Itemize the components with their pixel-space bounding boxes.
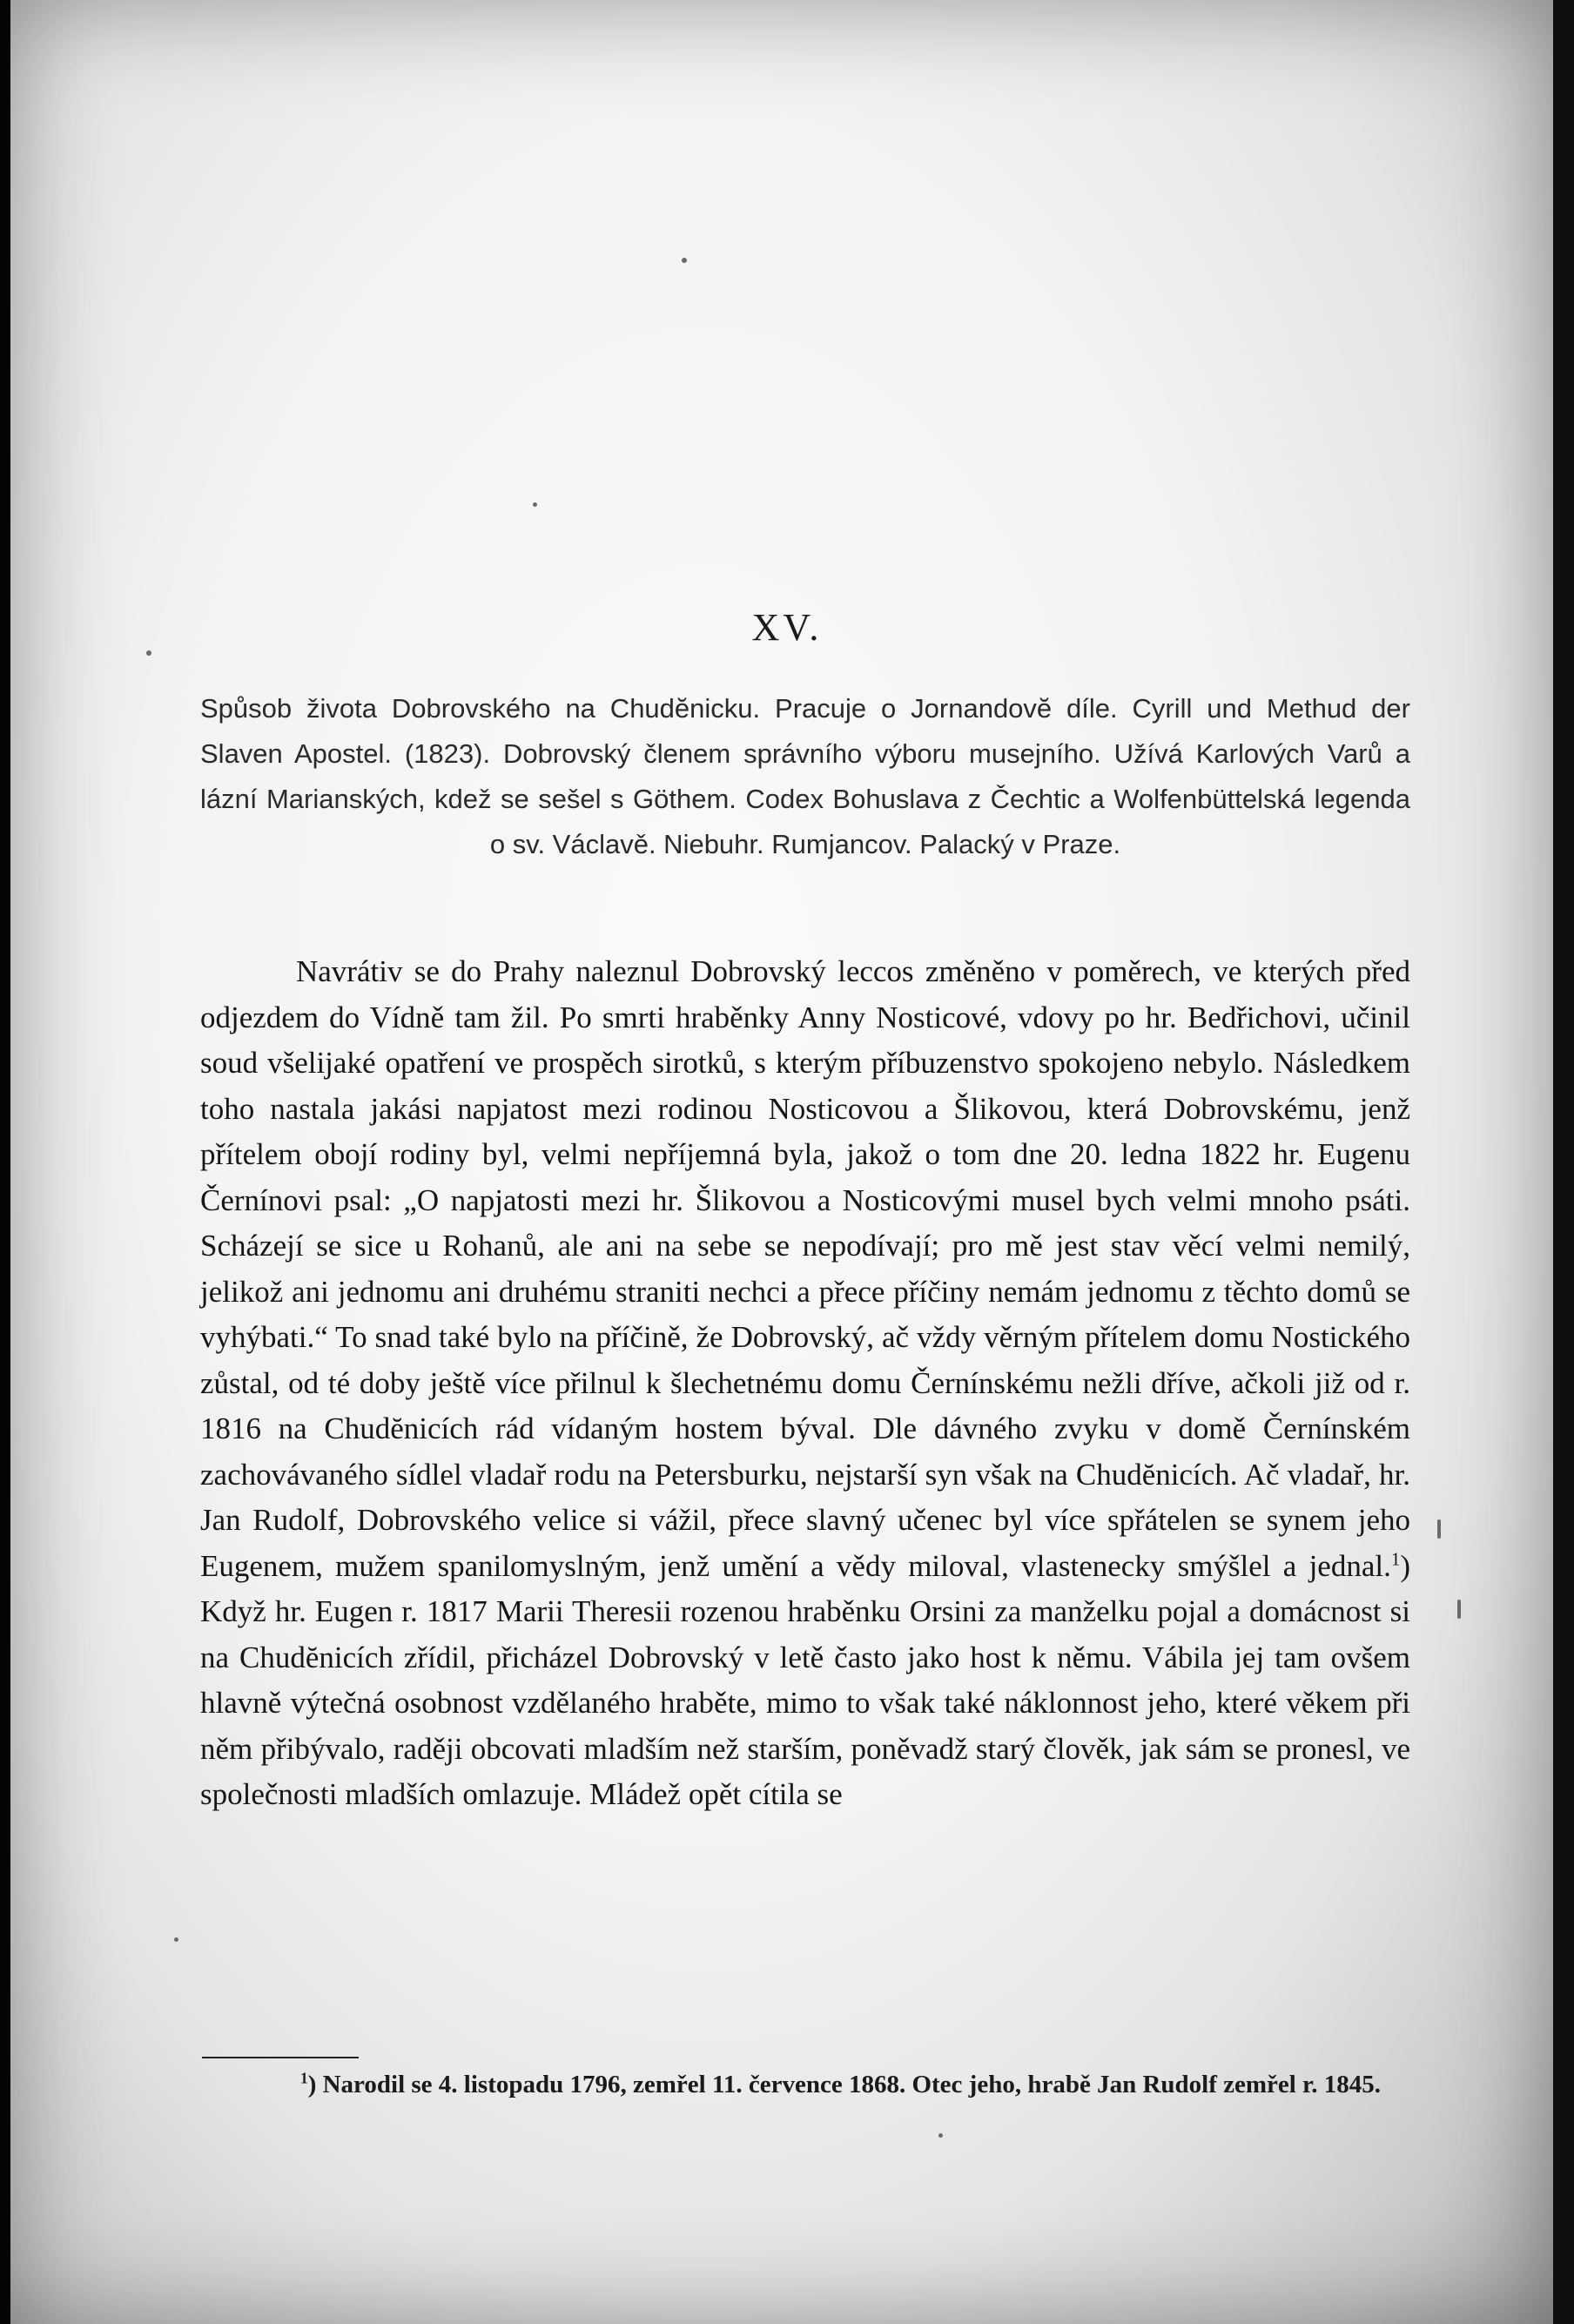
- footnote-text: ) Narodil se 4. listopadu 1796, zemřel 11. července 1868. Otec jeho, hrabě Jan Rudolf zemřel r. 1845.: [307, 2071, 1382, 2098]
- body-text-part-2: ) Když hr. Eugen r. 1817 Marii Theresii rozenou hraběnku Orsini za manželku pojal a domácnost si na Chudĕnicích zřídil, přicházel Dobrovský v letě často jako host k němu. Vábila jej tam ovšem hlavně výtečná osobnost vzdělaného hraběte, mimo to však také náklonnost jeho, které věkem při něm přibývalo, raději obcovati mladším než starším, poněvadž starý člověk, jak sám se pronesl, ve společnosti mladších omlazuje. Mládež opět cítila se: [200, 1548, 1410, 1811]
- chapter-number: XV.: [751, 606, 823, 649]
- footnote-reference: 1: [1390, 1547, 1401, 1569]
- body-text-part-1: Navrátiv se do Prahy naleznul Dobrovský leccos změněno v poměrech, ve kterých před odjezdem do Vídně tam žil. Po smrti hraběnky Anny Nosticové, vdovy po hr. Bedřichovi, učinil soud všelijaké opatření ve prospěch sirotků, s kterým příbuzenstvo spokojeno nebylo. Následkem toho nastala jakási napjatost mezi rodinou Nosticovou a Šlikovou, která Dobrovskému, jenž přítelem obojí rodiny byl, velmi nepříjemná byla, jakož o tom dne 20. ledna 1822 hr. Eugenu Černínovi psal: „O napjatosti mezi hr. Šlikovou a Nosticovými musel bych velmi mnoho psáti. Scházejí se sice u Rohanů, ale ani na sebe se nepodívají; pro mě jest stav věcí velmi nemilý, jelikož ani jednomu ani druhému straniti nechci a přece příčiny nemám jednomu z těchto domů se vyhýbati.“ To snad také bylo na příčině, že Dobrovský, ač vždy věrným přítelem domu Nostického zůstal, od té doby ještě více přilnul k šlechetnému domu Černínskému nežli dříve, ačkoli již od r. 1816 na Chudĕnicích rád vídaným hostem býval. Dle dávného zvyku v domě Černínském zachovávaného sídlel vladař rodu na Petersburku, nejstarší syn však na Chudĕnicích. Ač vladař, hr. Jan Rudolf, Dobrovského velice si vážil, přece slavný učenec byl více spřátelen se synem jeho Eugenem, mužem spanilomyslným, jenž umění a vědy miloval, vlastenecky smýšlel a jednal.: [200, 954, 1410, 1583]
- body-paragraph: [200, 949, 1410, 1818]
- footnote: [200, 2065, 1410, 2104]
- footnote-marker: 1: [300, 2069, 308, 2087]
- footnote-divider: [202, 2057, 359, 2058]
- chapter-synopsis: Spůsob života Dobrovského na Chudĕnicku. Pracuje o Jornandovĕ díle. Cyrill und Methud der Slaven Apostel. (1823). Dobrovský členem správního výboru musejního. Užívá Karlových Varů a lázní Marianských, kdež se sešel s Göthem. Codex Bohuslava z Čechtic a Wolfenbüttelská legenda o sv. Václavě. Niebuhr. Rumjancov. Palacký v Praze.: [200, 693, 1410, 859]
